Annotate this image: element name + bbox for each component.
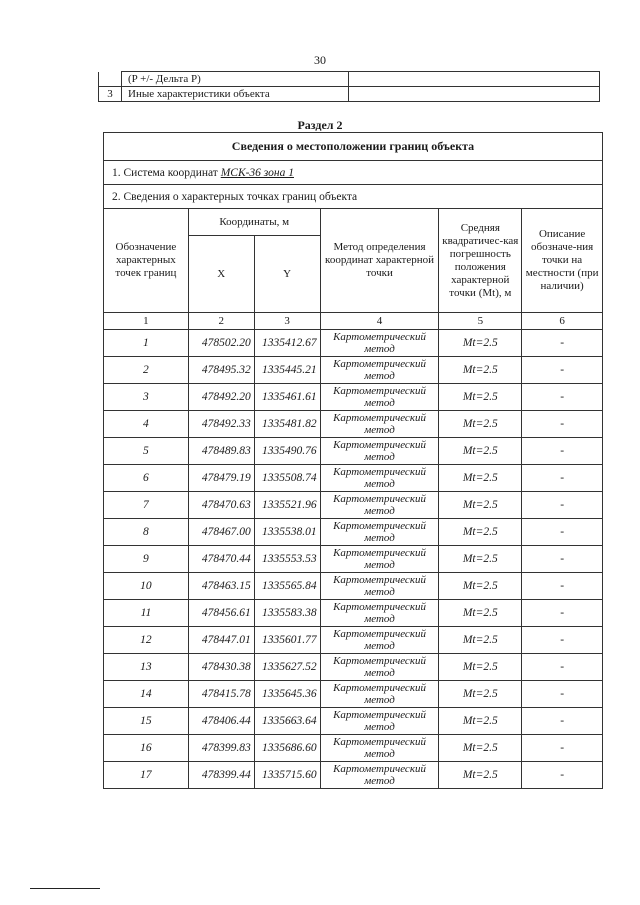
table-row: [104, 330, 603, 357]
method-cell: Картометрический метод: [320, 330, 439, 357]
footnote-divider: [30, 888, 100, 889]
description-cell: -: [522, 762, 603, 789]
description-cell: -: [522, 411, 603, 438]
row-name: Иные характеристики объекта: [122, 87, 349, 102]
page-number: 30: [314, 53, 326, 67]
description-cell: -: [522, 681, 603, 708]
description-cell: -: [522, 438, 603, 465]
header-coordinates: Координаты, м: [188, 209, 320, 236]
coordinate-x: 478492.20: [188, 384, 254, 411]
error-cell: Mt=2.5: [439, 438, 522, 465]
table-row: [104, 465, 603, 492]
table-row: [104, 708, 603, 735]
coordinate-y: 1335565.84: [254, 573, 320, 600]
method-cell: Картометрический метод: [320, 735, 439, 762]
description-cell: -: [522, 465, 603, 492]
method-cell: Картометрический метод: [320, 438, 439, 465]
description-cell: -: [522, 654, 603, 681]
table-row: [104, 735, 603, 762]
method-cell: Картометрический метод: [320, 654, 439, 681]
method-cell: Картометрический метод: [320, 627, 439, 654]
coordinate-y: 1335521.96: [254, 492, 320, 519]
boundary-points-table: [103, 132, 603, 789]
coordinate-y: 1335412.67: [254, 330, 320, 357]
point-number: 3: [104, 384, 189, 411]
description-cell: -: [522, 330, 603, 357]
error-cell: Mt=2.5: [439, 492, 522, 519]
method-cell: Картометрический метод: [320, 384, 439, 411]
coordinate-y: 1335645.36: [254, 681, 320, 708]
coordinate-y: 1335627.52: [254, 654, 320, 681]
coordinate-system-label: 1. Система координат: [112, 166, 218, 179]
description-cell: -: [522, 573, 603, 600]
coordinate-system-row: [104, 161, 603, 185]
error-cell: Mt=2.5: [439, 330, 522, 357]
coordinate-y: 1335715.60: [254, 762, 320, 789]
error-cell: Mt=2.5: [439, 411, 522, 438]
point-number: 8: [104, 519, 189, 546]
table-row: [104, 573, 603, 600]
point-number: 6: [104, 465, 189, 492]
column-number: 1: [104, 313, 189, 330]
point-number: 17: [104, 762, 189, 789]
method-cell: Картометрический метод: [320, 519, 439, 546]
table-row: [104, 357, 603, 384]
table-row: [104, 627, 603, 654]
point-number: 13: [104, 654, 189, 681]
error-cell: Mt=2.5: [439, 681, 522, 708]
header-error: Средняя квадратичес-кая погрешность положения характерной точки (Mt), м: [439, 209, 522, 313]
table-row: [104, 492, 603, 519]
column-number: 2: [188, 313, 254, 330]
row-name: (P +/- Дельта P): [122, 72, 349, 87]
point-number: 12: [104, 627, 189, 654]
row-number: 3: [99, 87, 122, 102]
coordinate-x: 478467.00: [188, 519, 254, 546]
column-number: 6: [522, 313, 603, 330]
method-cell: Картометрический метод: [320, 546, 439, 573]
coordinate-x: 478406.44: [188, 708, 254, 735]
coordinate-x: 478399.83: [188, 735, 254, 762]
row-value: [349, 72, 600, 87]
table-row: [104, 411, 603, 438]
point-number: 11: [104, 600, 189, 627]
error-cell: Mt=2.5: [439, 600, 522, 627]
coordinate-x: 478463.15: [188, 573, 254, 600]
coordinate-x: 478430.38: [188, 654, 254, 681]
table-row: [104, 546, 603, 573]
table-title: Сведения о местоположении границ объекта: [104, 133, 603, 161]
column-number: 3: [254, 313, 320, 330]
coordinate-y: 1335553.53: [254, 546, 320, 573]
coordinate-y: 1335538.01: [254, 519, 320, 546]
description-cell: -: [522, 600, 603, 627]
description-cell: -: [522, 519, 603, 546]
table-row: [104, 384, 603, 411]
data-rows: [104, 330, 603, 789]
table-row: [104, 681, 603, 708]
table-row: [104, 762, 603, 789]
row-number: [99, 72, 122, 87]
description-cell: -: [522, 708, 603, 735]
error-cell: Mt=2.5: [439, 384, 522, 411]
point-number: 2: [104, 357, 189, 384]
coordinate-y: 1335508.74: [254, 465, 320, 492]
description-cell: -: [522, 492, 603, 519]
method-cell: Картометрический метод: [320, 492, 439, 519]
point-number: 16: [104, 735, 189, 762]
coordinate-y: 1335490.76: [254, 438, 320, 465]
error-cell: Mt=2.5: [439, 654, 522, 681]
coordinate-x: 478479.19: [188, 465, 254, 492]
coordinate-y: 1335583.38: [254, 600, 320, 627]
table-row: [99, 87, 600, 102]
coordinate-x: 478470.63: [188, 492, 254, 519]
error-cell: Mt=2.5: [439, 573, 522, 600]
method-cell: Картометрический метод: [320, 708, 439, 735]
coordinate-system-value: МСК-36 зона 1: [220, 166, 294, 179]
method-cell: Картометрический метод: [320, 681, 439, 708]
coordinate-x: 478489.83: [188, 438, 254, 465]
coordinate-x: 478447.01: [188, 627, 254, 654]
error-cell: Mt=2.5: [439, 762, 522, 789]
point-number: 15: [104, 708, 189, 735]
point-number: 9: [104, 546, 189, 573]
points-info-row: 2. Сведения о характерных точках границ объекта: [104, 185, 603, 209]
coordinate-y: 1335481.82: [254, 411, 320, 438]
description-cell: -: [522, 384, 603, 411]
point-number: 5: [104, 438, 189, 465]
coordinate-y: 1335686.60: [254, 735, 320, 762]
error-cell: Mt=2.5: [439, 519, 522, 546]
point-number: 1: [104, 330, 189, 357]
coordinate-x: 478456.61: [188, 600, 254, 627]
error-cell: Mt=2.5: [439, 735, 522, 762]
column-numbers-row: [104, 313, 603, 330]
row-value: [349, 87, 600, 102]
column-number: 4: [320, 313, 439, 330]
table-row: [104, 600, 603, 627]
point-number: 7: [104, 492, 189, 519]
coordinate-y: 1335601.77: [254, 627, 320, 654]
coordinate-x: 478415.78: [188, 681, 254, 708]
error-cell: Mt=2.5: [439, 627, 522, 654]
method-cell: Картометрический метод: [320, 573, 439, 600]
header-designation: Обозначение характерных точек границ: [104, 209, 189, 313]
description-cell: -: [522, 735, 603, 762]
section-heading: Раздел 2: [297, 118, 343, 132]
method-cell: Картометрический метод: [320, 762, 439, 789]
coordinate-x: 478495.32: [188, 357, 254, 384]
point-number: 14: [104, 681, 189, 708]
header-description: Описание обозначе-ния точки на местности (при наличии): [522, 209, 603, 313]
table-row: [104, 519, 603, 546]
method-cell: Картометрический метод: [320, 411, 439, 438]
error-cell: Mt=2.5: [439, 546, 522, 573]
method-cell: Картометрический метод: [320, 357, 439, 384]
description-cell: -: [522, 357, 603, 384]
description-cell: -: [522, 546, 603, 573]
error-cell: Mt=2.5: [439, 708, 522, 735]
coordinate-y: 1335461.61: [254, 384, 320, 411]
method-cell: Картометрический метод: [320, 465, 439, 492]
header-x: X: [188, 236, 254, 313]
description-cell: -: [522, 627, 603, 654]
coordinate-x: 478470.44: [188, 546, 254, 573]
point-number: 4: [104, 411, 189, 438]
error-cell: Mt=2.5: [439, 465, 522, 492]
coordinate-x: 478492.33: [188, 411, 254, 438]
point-number: 10: [104, 573, 189, 600]
header-y: Y: [254, 236, 320, 313]
method-cell: Картометрический метод: [320, 600, 439, 627]
continuation-table: [98, 71, 600, 102]
table-row: [104, 654, 603, 681]
header-method: Метод определения координат характерной точки: [320, 209, 439, 313]
coordinate-y: 1335663.64: [254, 708, 320, 735]
table-row: [99, 72, 600, 87]
column-number: 5: [439, 313, 522, 330]
coordinate-x: 478399.44: [188, 762, 254, 789]
coordinate-x: 478502.20: [188, 330, 254, 357]
error-cell: Mt=2.5: [439, 357, 522, 384]
table-row: [104, 438, 603, 465]
coordinate-y: 1335445.21: [254, 357, 320, 384]
